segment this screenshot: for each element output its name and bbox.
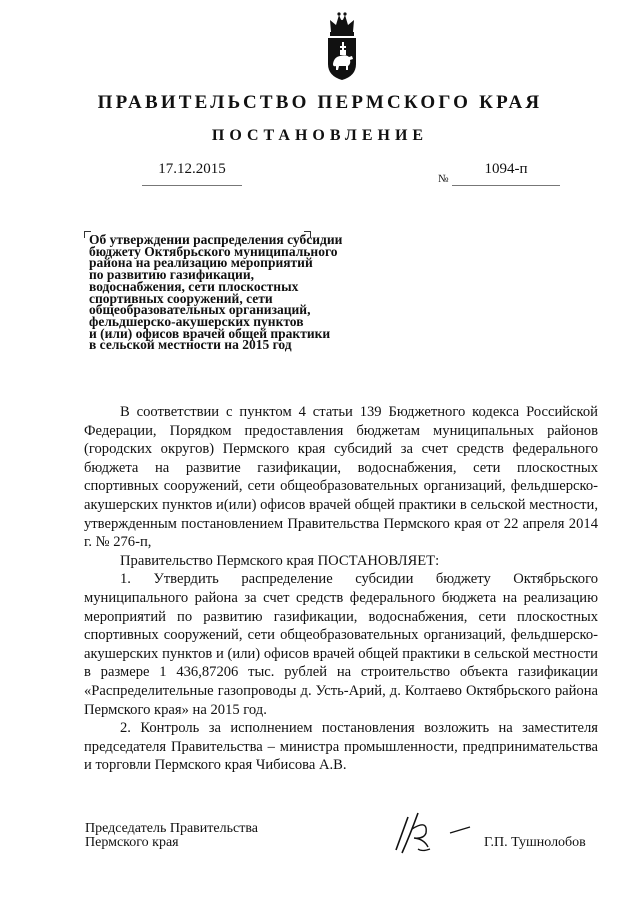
signatory-title — [85, 822, 258, 850]
subject-line: спортивных сооружений, сети — [89, 290, 273, 306]
document-subject — [89, 234, 389, 351]
coat-of-arms-icon — [322, 10, 362, 82]
number-underline — [452, 185, 560, 186]
date-underline — [142, 185, 242, 186]
subject-line: района на реализацию мероприятий — [89, 255, 313, 271]
document-number: 1094-п — [484, 161, 528, 177]
subject-line: общеобразовательных организаций, — [89, 302, 311, 318]
signatory-title-line-2: Пермского края — [85, 835, 179, 850]
document-type: ПОСТАНОВЛЕНИЕ — [211, 127, 429, 144]
document-date: 17.12.2015 — [158, 161, 226, 177]
subject-line: фельдшерско-акушерских пунктов — [89, 313, 304, 329]
number-sign: № — [438, 173, 449, 185]
body-paragraph-item-2: 2. Контроль за исполнением постановления возложить на заместителя председателя Правительства – министра промышленности, предпринимательства и торговли Пермского края Чибисова А.В. — [84, 720, 598, 774]
body-paragraph-item-1: 1. Утвердить распределение субсидии бюджету Октябрьского муниципального района за счет средств федерального бюджета на реализацию мероприятий по развитию газификации, водоснабжения, сети плоскостных спортивных сооружений, сети общеобразовательных организаций, фельдшерско-акушерских пунктов и (или) офисов врачей общей практики в сельской местности в размере 1 436,87206 тыс. рублей на строительство объекта газификации «Распределительные газопроводы д. Усть-Арий, д. Колтаево Октябрьского района Пермского края» на 2015 год. — [84, 571, 598, 718]
subject-line: и (или) офисов врачей общей практики — [89, 325, 331, 341]
handwritten-signature — [388, 805, 478, 860]
signatory-title-line-1: Председатель Правительства — [85, 821, 258, 836]
government-title: ПРАВИТЕЛЬСТВО ПЕРМСКОГО КРАЯ — [97, 92, 543, 113]
body-paragraph-resolves: Правительство Пермского края ПОСТАНОВЛЯЕТ: — [120, 552, 440, 569]
subject-line: бюджету Октябрьского муниципального — [89, 243, 338, 259]
document-body — [84, 403, 598, 775]
subject-line: по развитию газификации, — [89, 267, 254, 283]
subject-line: в сельской местности на 2015 год — [89, 337, 292, 353]
subject-line: водоснабжения, сети плоскостных — [89, 278, 299, 294]
body-paragraph-preamble: В соответствии с пунктом 4 статьи 139 Бюджетного кодекса Российской Федерации, Порядком предоставления бюджетам муниципальных районов (городских округов) Пермского края субсидий за счет средств федерального бюджета на развитие газификации, водоснабжения, сети плоскостных спортивных сооружений, сети общеобразовательных организаций, фельдшерско-акушерских пунктов и(или) офисов врачей общей практики в сельской местности, утвержденным постановлением Правительства Пермского края от 22 апреля 2014 г. № 276-п, — [84, 404, 598, 551]
signatory-name: Г.П. Тушнолобов — [484, 835, 586, 850]
subject-line: Об утверждении распределения субсидии — [89, 232, 343, 247]
